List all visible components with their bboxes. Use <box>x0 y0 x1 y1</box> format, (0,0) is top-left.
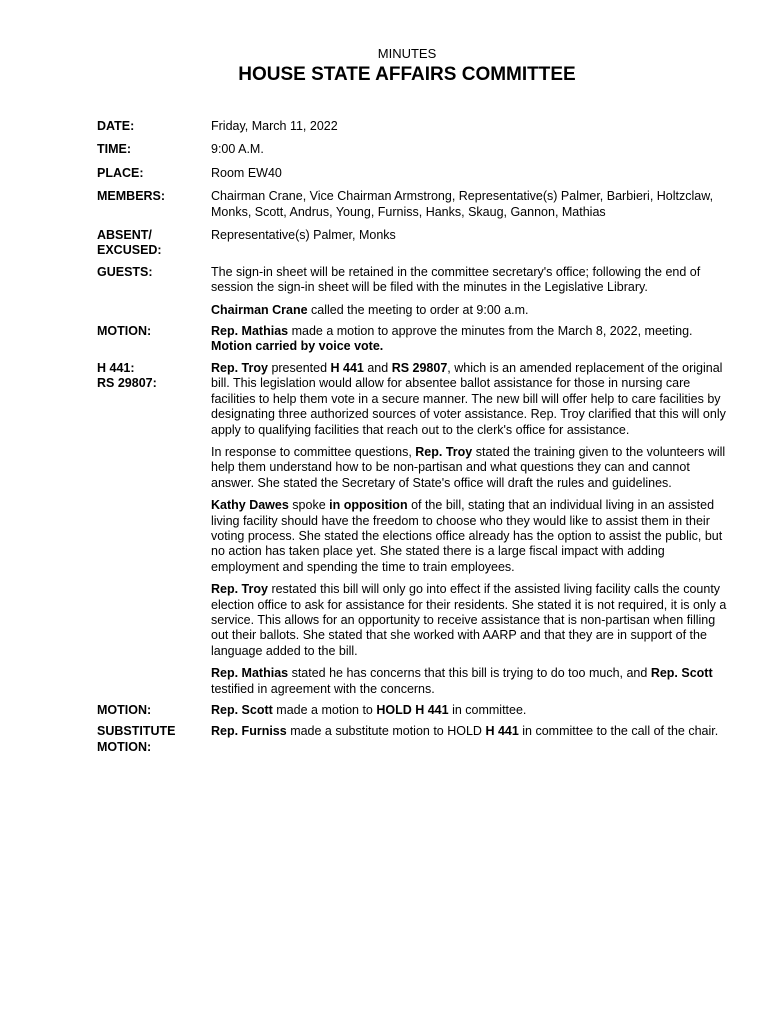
text-run: Representative(s) Palmer, Monks <box>211 228 396 243</box>
document-kicker: MINUTES <box>377 46 437 61</box>
entry-paragraph <box>211 361 727 438</box>
entry-paragraph <box>211 582 727 659</box>
entry-content <box>211 228 727 259</box>
minutes-entry <box>97 265 727 318</box>
entry-label: MOTION: <box>97 324 152 339</box>
entry-content <box>211 724 727 755</box>
entry-content <box>211 703 727 718</box>
minutes-entries <box>97 119 727 761</box>
text-run: made a motion to approve the minutes from the March 8, 2022, meeting. <box>288 324 693 339</box>
text-run: Friday, March 11, 2022 <box>211 119 338 133</box>
bold-text: H 441 <box>485 724 519 739</box>
bold-text: H 441 <box>330 360 364 375</box>
entry-paragraph <box>211 166 727 181</box>
text-run: stated the training given to the volunteers will help them understand how to be non-partisan and what questions they can and cannot answer. She stated the Secretary of State's office will draft the rules and guidelines. <box>211 444 726 490</box>
text-run: made a substitute motion to HOLD <box>286 724 486 739</box>
bold-text: in opposition <box>329 498 408 513</box>
text-run: In response to committee questions, <box>211 444 416 459</box>
entry-label: TIME: <box>97 142 132 157</box>
text-run: of the bill, stating that an individual living in an assisted living facility should have the freedom to choose who they would like to assist them in their voting process. She stated the elections office already has the option to assist the public, but no action has taken place yet. She stated there is a large fiscal impact with adding employment and spending the time to train employees. <box>211 498 723 574</box>
entry-content <box>211 265 727 318</box>
entry-content <box>211 119 727 134</box>
minutes-entry <box>97 142 727 157</box>
bold-text: Chairman Crane <box>211 302 308 317</box>
entry-paragraph <box>211 703 727 718</box>
minutes-entry <box>97 724 727 755</box>
entry-paragraph <box>211 265 727 296</box>
document-header <box>0 46 770 87</box>
minutes-entry <box>97 228 727 259</box>
entry-paragraph <box>211 445 727 491</box>
entry-label: ABSENT/ EXCUSED: <box>97 228 162 258</box>
entry-label: SUBSTITUTE MOTION: <box>97 724 176 754</box>
text-run: testified in agreement with the concerns. <box>211 681 435 696</box>
entry-label: PLACE: <box>97 165 144 180</box>
text-run: stated he has concerns that this bill is trying to do too much, and <box>288 666 651 681</box>
text-run: presented <box>267 360 331 375</box>
minutes-entry <box>97 119 727 134</box>
entry-paragraph <box>211 119 727 134</box>
text-run: and <box>363 360 392 375</box>
entry-content <box>211 142 727 157</box>
bold-text: Rep. Scott <box>650 666 713 681</box>
bold-text: Rep. Mathias <box>211 666 289 681</box>
bold-text: Motion carried by voice vote. <box>211 339 384 354</box>
bold-text: Rep. Furniss <box>211 724 287 739</box>
entry-paragraph <box>211 324 727 355</box>
bold-text: Rep. Troy <box>211 582 268 597</box>
text-run: called the meeting to order at 9:00 a.m. <box>307 302 529 317</box>
minutes-entry <box>97 361 727 697</box>
text-run: spoke <box>288 498 330 513</box>
bold-text: RS 29807 <box>391 360 448 375</box>
bold-text: Rep. Troy <box>211 360 268 375</box>
entry-paragraph <box>211 498 727 575</box>
entry-content <box>211 361 727 697</box>
entry-label: GUESTS: <box>97 264 153 279</box>
bold-text: Rep. Scott <box>211 703 273 717</box>
text-run: made a motion to <box>272 703 377 717</box>
entry-paragraph <box>211 228 727 243</box>
entry-label: DATE: <box>97 119 135 133</box>
entry-paragraph <box>211 303 727 318</box>
text-run: in committee. <box>448 703 527 717</box>
minutes-entry <box>97 189 727 220</box>
entry-paragraph <box>211 724 727 739</box>
bold-text: HOLD H 441 <box>376 703 449 717</box>
entry-content <box>211 324 727 355</box>
document-title: HOUSE STATE AFFAIRS COMMITTEE <box>238 64 576 85</box>
entry-content <box>211 189 727 220</box>
text-run: Chairman Crane, Vice Chairman Armstrong, Representative(s) Palmer, Barbieri, Holtzclaw, Monks, Scott, Andrus, Young, Furniss, Hanks, Skaug, Gannon, Mathias <box>211 189 714 219</box>
entry-paragraph <box>211 189 727 220</box>
entry-label: MOTION: <box>97 703 152 717</box>
text-run: The sign-in sheet will be retained in the committee secretary's office; following the end of session the sign-in sheet will be filed with the minutes in the Legislative Library. <box>211 264 701 295</box>
entry-label: MEMBERS: <box>97 189 166 204</box>
entry-paragraph <box>211 666 727 697</box>
text-run: in committee to the call of the chair. <box>518 724 719 739</box>
minutes-entry <box>97 703 727 718</box>
text-run: restated this bill will only go into effect if the assisted living facility calls the county election office to ask for assistance for their residents. She stated it is not required, it is only a service. This allows for an opportunity to receive assistance that is non-partisan when filling out their ballots. She stated that she worked with AARP and that they are in support of the language added to the bill. <box>211 582 727 658</box>
text-run: , which is an amended replacement of the original bill. This legislation would allow for absentee ballot assistance for those in nursing care facilities to help them vote in a secure manner. The new bill will offer help to care facilities by designating three authorized sources of voter assistance. Rep. Troy clarified that this will only apply to qualifying facilities that reach out to the clerk's office for assistance. <box>211 360 726 437</box>
text-run: 9:00 A.M. <box>211 142 264 157</box>
bold-text: Kathy Dawes <box>211 498 289 513</box>
minutes-entry <box>97 166 727 181</box>
entry-label: H 441: RS 29807: <box>97 360 157 391</box>
entry-content <box>211 166 727 181</box>
minutes-entry <box>97 324 727 355</box>
bold-text: Rep. Mathias <box>211 324 289 339</box>
bold-text: Rep. Troy <box>415 444 473 459</box>
text-run: Room EW40 <box>211 165 282 180</box>
entry-paragraph <box>211 142 727 157</box>
